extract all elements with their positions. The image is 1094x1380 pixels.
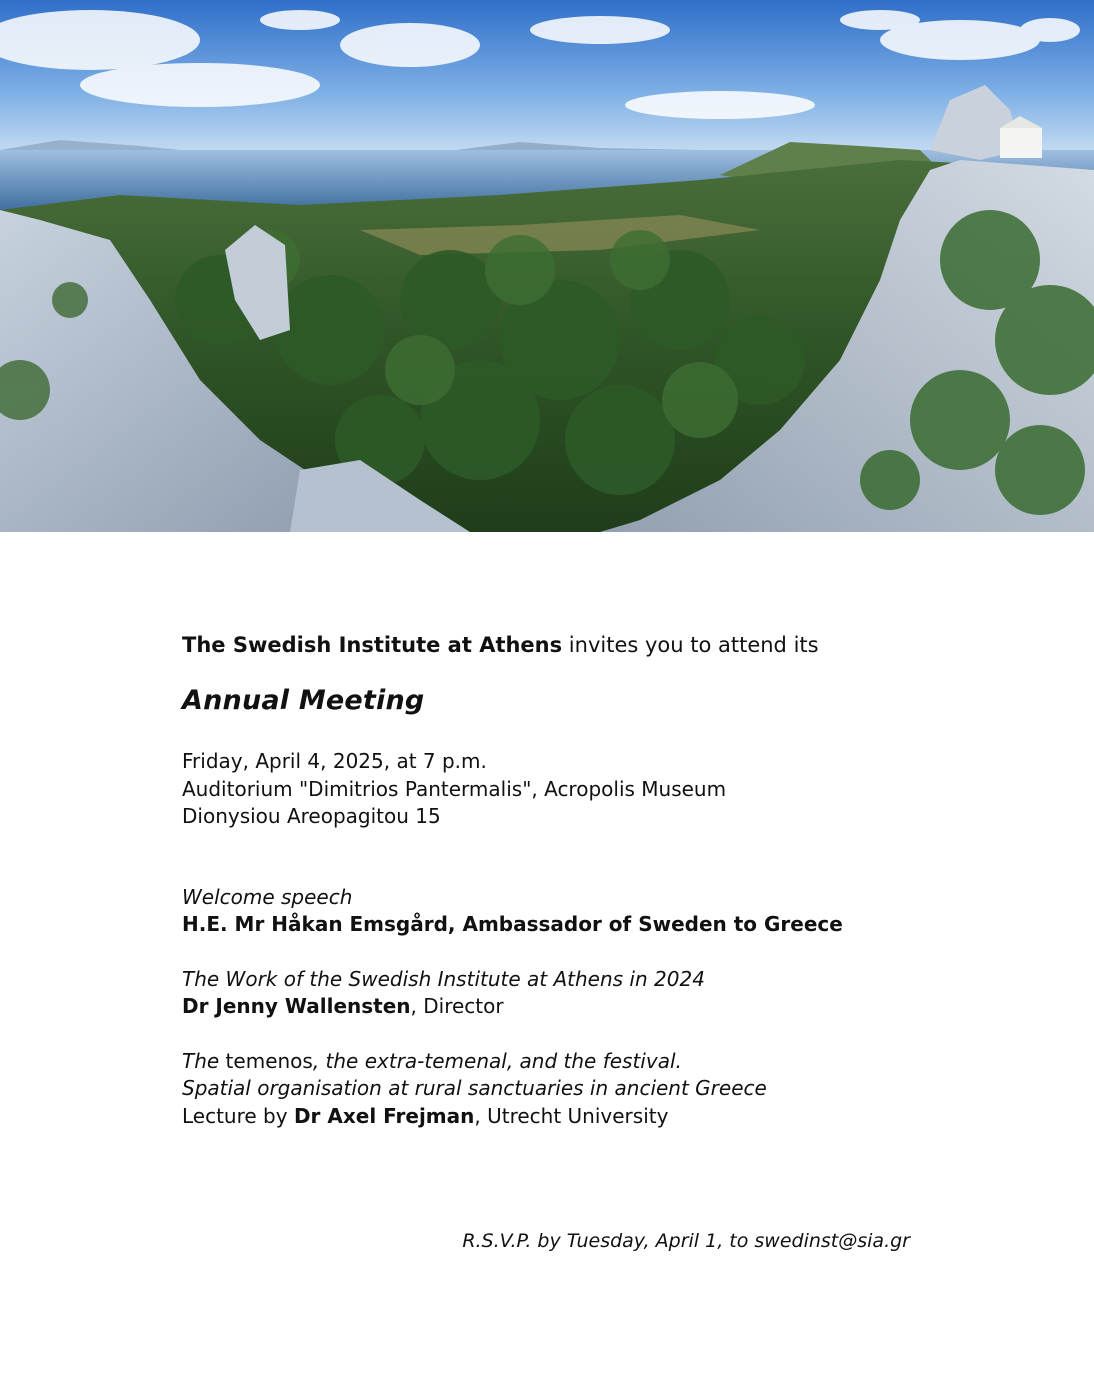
lecture-affiliation: , Utrecht University <box>474 1103 669 1128</box>
program-role: , Director <box>410 994 504 1018</box>
invitation-intro <box>182 630 942 660</box>
invite-text: invites you to attend its <box>562 633 819 657</box>
event-address: Dionysiou Areopagitou 15 <box>182 804 441 828</box>
lecture-speaker-line <box>182 1103 942 1131</box>
program-topic: Welcome speech <box>182 884 353 909</box>
program-speaker-line <box>182 993 942 1021</box>
lecture-by: Lecture by <box>182 1103 294 1128</box>
lecture-speaker: Dr Axel Frejman <box>293 1103 475 1128</box>
lecture-title-rest: , the extra-temenal, and the festival. <box>312 1048 682 1073</box>
chapel <box>1000 128 1042 158</box>
lecture-title-the: The <box>182 1048 220 1073</box>
lecture-title-temenos: temenos <box>219 1048 313 1073</box>
invitation-body <box>182 630 942 1130</box>
hero-photo <box>0 0 1094 532</box>
event-details <box>182 748 942 831</box>
host-name: The Swedish Institute at Athens <box>182 633 563 657</box>
program-speaker: Dr Jenny Wallensten <box>182 994 411 1018</box>
lecture-title <box>182 1048 942 1076</box>
lecture-subtitle: Spatial organisation at rural sanctuaries in ancient Greece <box>182 1076 767 1100</box>
event-title: Annual Meeting <box>182 685 425 716</box>
program-speaker: H.E. Mr Håkan Emsgård, Ambassador of Sweden to Greece <box>182 912 843 936</box>
event-venue: Auditorium "Dimitrios Pantermalis", Acropolis Museum <box>182 776 727 801</box>
program-topic: The Work of the Swedish Institute at Athens in 2024 <box>182 966 705 991</box>
program-item-lecture <box>182 1048 942 1131</box>
rsvp-line: R.S.V.P. by Tuesday, April 1, to swedinst@sia.gr <box>462 1230 910 1252</box>
program-item-report <box>182 966 942 1021</box>
landscape-image <box>0 0 1094 532</box>
program-item-welcome <box>182 884 942 939</box>
event-date-time: Friday, April 4, 2025, at 7 p.m. <box>182 749 487 773</box>
